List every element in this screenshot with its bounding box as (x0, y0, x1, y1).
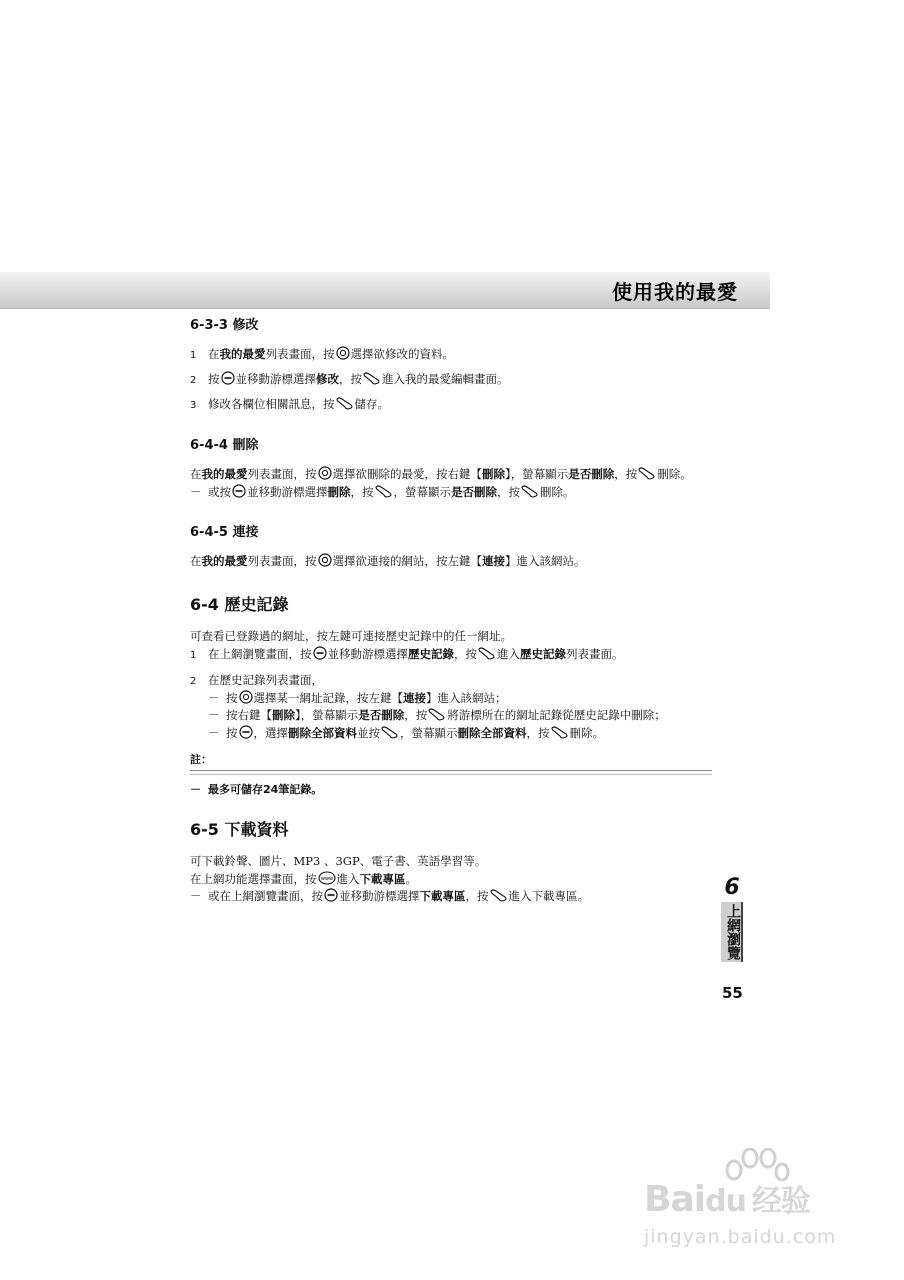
note-item: － 最多可儲存24筆記錄。 (190, 783, 323, 797)
page-title: 使用我的最愛 (612, 280, 738, 304)
soft-key-icon (551, 725, 569, 739)
soft-key-icon (638, 466, 656, 480)
soft-key-icon (336, 396, 354, 410)
sub-item: － 按 選擇某一網址記錄，按左鍵【連接】進入該網站； (208, 690, 507, 705)
soft-key-icon (521, 484, 539, 498)
section-heading-6-4-5: 6-4-5 連接 (190, 525, 259, 541)
menu-key-icon (232, 484, 246, 498)
step-item: 2 按 並移動游標選擇修改，按 進入我的最愛編輯畫面。 (190, 371, 509, 386)
page-number: 55 (722, 984, 743, 1002)
sub-item: － 按 ，選擇刪除全部資料並按 ，螢幕顯示刪除全部資料，按 刪除。 (208, 726, 604, 741)
soft-key-icon (490, 888, 508, 902)
step-item: 2 在歷史記錄列表畫面， (190, 672, 323, 687)
soft-key-icon (381, 725, 399, 739)
chapter-tab (720, 876, 744, 962)
section-heading-6-3-3: 6-3-3 修改 (190, 318, 259, 333)
soft-key-icon (428, 707, 446, 721)
paragraph: 在上網功能選擇畫面，按 進入下載專區。 (190, 871, 417, 886)
bullet-item: － 或在上網瀏覽畫面，按 並移動游標選擇下載專區，按 進入下載專區。 (190, 889, 589, 904)
nav-key-icon (318, 466, 332, 480)
baidu-watermark (640, 1148, 880, 1268)
paragraph: 可查看已登錄過的網址，按左鍵可連接歷史記錄中的任一網址。 (190, 629, 512, 644)
section-heading-6-4-4: 6-4-4 刪除 (190, 437, 259, 453)
nav-key-icon (239, 690, 253, 704)
bullet-item: － 或按 並移動游標選擇刪除，按 ，螢幕顯示是否刪除，按 刪除。 (190, 484, 575, 499)
paragraph: 在我的最愛列表畫面，按 選擇欲連接的網站，按左鍵【連接】進入該網站。 (190, 554, 586, 569)
section-heading-6-5: 6-5 下載資料 (190, 820, 289, 840)
paragraph: 在我的最愛列表畫面，按 選擇欲刪除的最愛，按右鍵【刪除】，螢幕顯示是否刪除，按 刪除。 (190, 466, 692, 481)
watermark-cn: 经验 (751, 1184, 810, 1219)
soft-key-icon (375, 484, 393, 498)
paragraph: 可下載鈴聲、圖片、MP3 、3GP、電子書、英語學習等。 (190, 853, 487, 868)
note-divider (190, 770, 712, 775)
header-band (0, 272, 770, 309)
step-item: 1 在我的最愛列表畫面，按 選擇欲修改的資料。 (190, 347, 454, 362)
menu-key-icon (239, 725, 253, 739)
step-item: 1 在上網瀏覽畫面，按 並移動游標選擇歷史記錄，按 進入歷史記錄列表畫面。 (190, 646, 624, 661)
watermark-url: jingyan.baidu.com (644, 1226, 837, 1248)
main-content (190, 316, 720, 906)
section-heading-6-4: 6-4 歷史記錄 (190, 595, 289, 615)
watermark-brand: Bai (644, 1179, 706, 1220)
soft-key-icon (478, 646, 496, 660)
soft-key-icon (363, 371, 381, 385)
chapter-label: 上網瀏覽 (721, 902, 743, 962)
chapter-number: 6 (724, 875, 740, 900)
menu-key-icon (324, 888, 338, 902)
menu-key-icon (221, 371, 235, 385)
sub-item: － 按右鍵【刪除】，螢幕顯示是否刪除，按 將游標所在的網址記錄從歷史記錄中刪除； (208, 708, 666, 723)
nav-key-icon (318, 553, 332, 567)
menu-key-icon (313, 646, 327, 660)
watermark-brand-du: du (705, 1184, 746, 1219)
note-label: 註： (190, 752, 212, 766)
nav-key-icon (336, 346, 350, 360)
internet-key-icon (318, 871, 336, 885)
step-item: 3 修改各欄位相關訊息，按 儲存。 (190, 396, 389, 411)
